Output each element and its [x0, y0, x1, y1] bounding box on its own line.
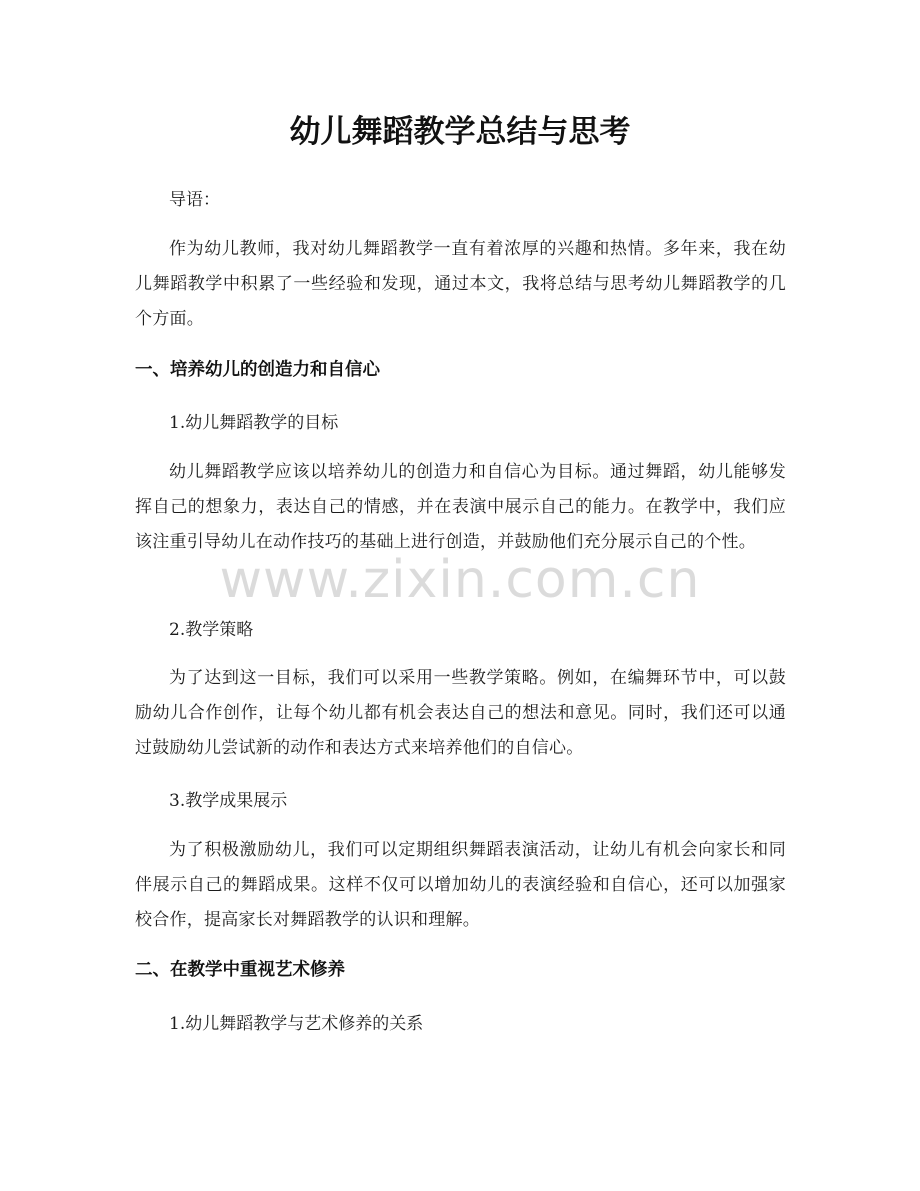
- watermark-text: www.zixin.com.cn: [219, 550, 701, 610]
- paragraph-1-3: 为了积极激励幼儿，我们可以定期组织舞蹈表演活动，让幼儿有机会向家长和同伴展示自己的舞蹈成果。这样不仅可以增加幼儿的表演经验和自信心，还可以加强家校合作，提高家长对舞蹈教学的认识和理解。: [135, 840, 786, 930]
- paragraph-1-1: 幼儿舞蹈教学应该以培养幼儿的创造力和自信心为目标。通过舞蹈，幼儿能够发挥自己的想象力，表达自己的情感，并在表演中展示自己的能力。在教学中，我们应该注重引导幼儿在动作技巧的基础上进行创造，并鼓励他们充分展示自己的个性。: [135, 462, 786, 552]
- subheading-1-3: 3.教学成果展示: [169, 791, 288, 811]
- intro-label: 导语：: [169, 190, 220, 210]
- document-title: 幼儿舞蹈教学总结与思考: [289, 114, 631, 150]
- section-heading-2: 二、在教学中重视艺术修养: [135, 960, 345, 980]
- subheading-1-2: 2.教学策略: [169, 620, 254, 640]
- subheading-1-1: 1.幼儿舞蹈教学的目标: [169, 413, 339, 433]
- section-heading-1: 一、培养幼儿的创造力和自信心: [135, 360, 380, 380]
- subheading-2-1: 1.幼儿舞蹈教学与艺术修养的关系: [169, 1014, 424, 1034]
- paragraph-1-2: 为了达到这一目标，我们可以采用一些教学策略。例如，在编舞环节中，可以鼓励幼儿合作创作，让每个幼儿都有机会表达自己的想法和意见。同时，我们还可以通过鼓励幼儿尝试新的动作和表达方式来培养他们的自信心。: [135, 668, 786, 758]
- intro-paragraph: 作为幼儿教师，我对幼儿舞蹈教学一直有着浓厚的兴趣和热情。多年来，我在幼儿舞蹈教学中积累了一些经验和发现，通过本文，我将总结与思考幼儿舞蹈教学的几个方面。: [135, 239, 786, 329]
